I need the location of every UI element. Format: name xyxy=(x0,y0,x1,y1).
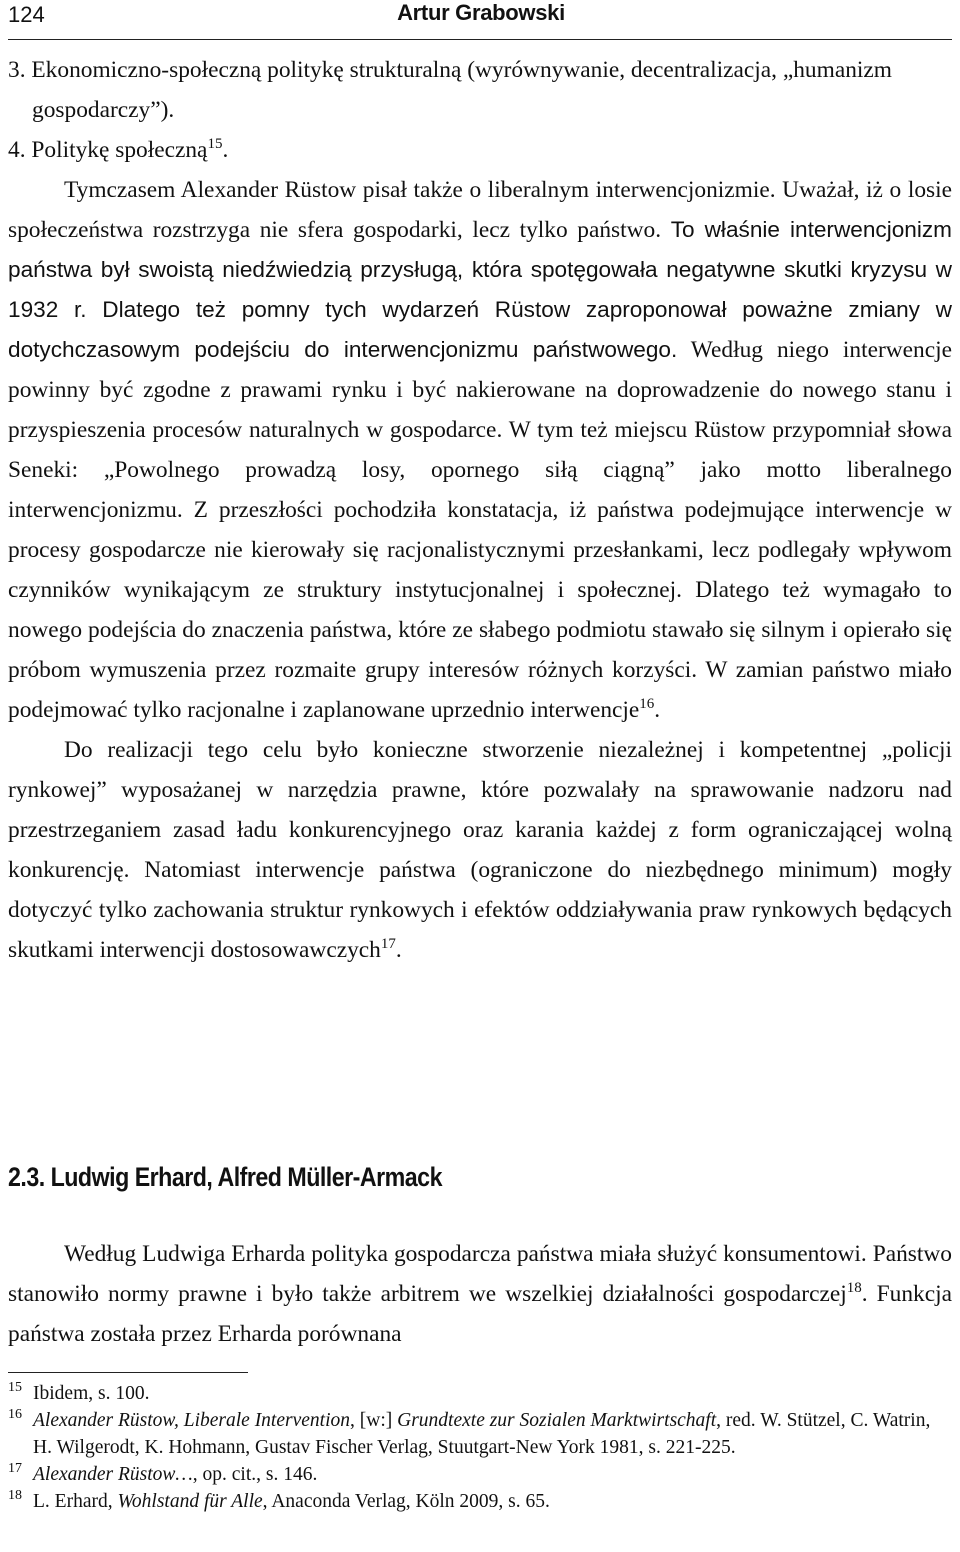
paragraph-rustow-part-a: Tymczasem Alexander Rüstow pisał także o liberalnym interwencjonizmie. Uważał, iż o losie społeczeństwa rozstrzyga nie sfera gospodarki, lecz tylko państwo. xyxy=(8,177,952,243)
paragraph-erhard-end: . Funkcja państwa została przez Erharda porównana xyxy=(8,1281,952,1347)
footnote-italic: Alexander Rüstow, Liberale Intervention xyxy=(33,1410,350,1431)
footnote-16 xyxy=(8,1407,952,1461)
list-item-4-text: 4. Politykę społeczną xyxy=(8,137,208,163)
paragraph-rustow-end: . xyxy=(654,697,661,723)
paragraph-erhard-text: Według Ludwiga Erharda polityka gospodarcza państwa miała służyć konsumentowi. Państwo stanowiło normy prawne i było także arbitrem we wszelkiej działalności gospodarczej xyxy=(8,1241,952,1307)
page-number: 124 xyxy=(8,2,45,27)
footnote-number: 18 xyxy=(8,1488,22,1503)
main-text xyxy=(8,50,952,970)
main-text-continued xyxy=(8,1234,952,1354)
footnote-ref-16[interactable]: 16 xyxy=(639,696,655,713)
section-heading: 2.3. Ludwig Erhard, Alfred Müller-Armack xyxy=(8,1162,442,1192)
list-item-4 xyxy=(8,130,952,170)
footnote-text: , red. W. Stützel, C. Watrin, H. Wilgerodt, K. Hohmann, Gustav Fischer Verlag, Stuutgart-New York 1981, s. 221-225. xyxy=(33,1410,931,1458)
footnote-17 xyxy=(8,1461,952,1488)
footnote-italic: Wohlstand für Alle xyxy=(117,1491,263,1512)
footnote-number: 16 xyxy=(8,1407,22,1422)
footnote-ref-15[interactable]: 15 xyxy=(207,136,223,153)
footnotes xyxy=(8,1380,952,1515)
paragraph-erhard xyxy=(8,1234,952,1354)
footnote-italic: Grundtexte zur Sozialen Marktwirtschaft xyxy=(397,1410,717,1431)
footnote-rule xyxy=(8,1372,248,1373)
paragraph-rustow-part-b: To właśnie interwencjonizm państwa był swoistą niedźwiedzią przysługą, która spotęgowała negatywne skutki kryzysu w 1932 r. Dlatego też pomny tych wydarzeń Rüstow zaproponował poważne zmiany w dotychczasowym podejściu do interwencjonizmu państwowego. xyxy=(8,217,952,362)
footnote-18 xyxy=(8,1488,952,1515)
paragraph-rustow xyxy=(8,170,952,730)
paragraph-market-police-text: Do realizacji tego celu było konieczne stworzenie niezależnej i kompetentnej „policji rynkowej” wyposażanej w narzędzia prawne, które pozwalały na sprawowanie nadzoru nad przestrzeganiem zasad ładu konkurencyjnego oraz karania każdej z form ograniczającej wolną konkurencję. Natomiast interwencje państwa (ograniczone do niezbędnego minimum) mogły dotyczyć tylko zachowania struktur rynkowych i efektów oddziaływania praw rynkowych będących skutkami interwencji dostosowawczych xyxy=(8,737,952,963)
header-rule xyxy=(8,39,952,40)
footnote-number: 17 xyxy=(8,1461,22,1476)
list-item-4-end: . xyxy=(222,137,229,163)
paragraph-market-police xyxy=(8,730,952,970)
list-item-3: 3. Ekonomiczno-społeczną politykę strukturalną (wyrównywanie, decentralizacja, „humanizm gospodarczy”). xyxy=(8,57,892,123)
footnote-ref-18[interactable]: 18 xyxy=(846,1280,862,1297)
footnote-text: , op. cit., s. 146. xyxy=(192,1464,318,1485)
running-title-author: Artur Grabowski xyxy=(397,0,565,25)
footnote-text: L. Erhard, xyxy=(33,1491,118,1512)
running-header xyxy=(8,0,952,36)
footnote-number: 15 xyxy=(8,1380,22,1395)
footnote-text: , Anaconda Verlag, Köln 2009, s. 65. xyxy=(262,1491,550,1512)
paragraph-market-police-end: . xyxy=(395,937,402,963)
footnote-ref-17[interactable]: 17 xyxy=(380,936,396,953)
footnote-italic: Alexander Rüstow… xyxy=(33,1464,193,1485)
footnote-text: Ibidem, s. 100. xyxy=(33,1383,150,1404)
footnote-15 xyxy=(8,1380,952,1407)
footnote-text: , [w:] xyxy=(350,1410,398,1431)
paragraph-rustow-part-c: Według niego interwencje powinny być zgodne z prawami rynku i być nakierowane na doprowadzenie do nowego stanu i przyspieszenia procesów naturalnych w gospodarce. W tym też miejscu Rüstow przypomniał słowa Seneki: „Powolnego prowadzą losy, opornego siłą ciągną” jako motto liberalnego interwencjonizmu. Z przeszłości pochodziła konstatacja, iż państwa podejmujące interwencje w procesy gospodarcze nie kierowały się racjonalistycznymi przesłankami, lecz podlegały wpływom czynników wynikającym ze struktury instytucjonalnej i społecznej. Dlatego też wymagało to nowego podejścia do znaczenia państwa, które ze słabego podmiotu stawało się silnym i opierało się próbom wymuszenia przez rozmaite grupy interesów różnych korzyści. W zamian państwo miało podejmować tylko racjonalne i zaplanowane uprzednio interwencje xyxy=(8,337,952,723)
